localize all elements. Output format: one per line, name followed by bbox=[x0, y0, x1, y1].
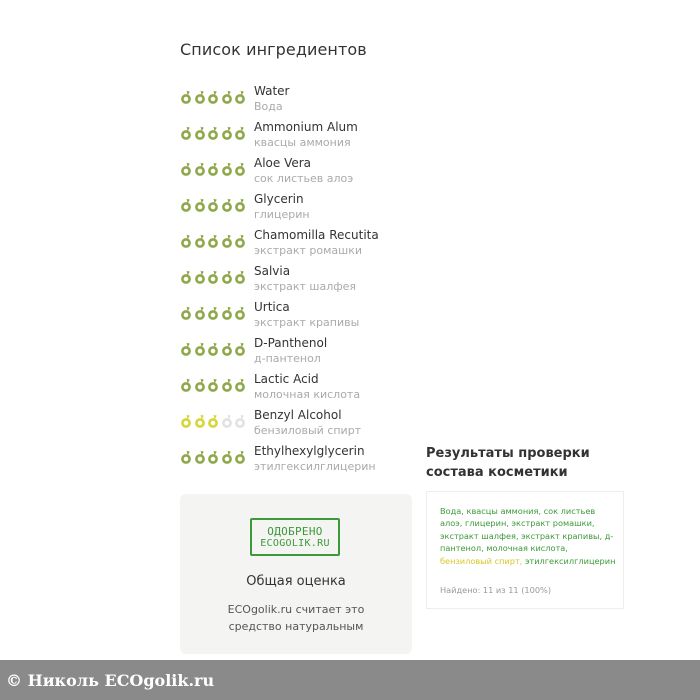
drop-icon bbox=[194, 378, 206, 392]
drop-icon bbox=[194, 414, 206, 428]
ingredient-row[interactable] bbox=[180, 120, 410, 156]
ingredient-translation: сок листьев алоэ bbox=[254, 172, 354, 185]
drop-icon bbox=[234, 450, 246, 464]
badge-line2: ECOGOLIK.RU bbox=[260, 538, 330, 549]
drop-icon bbox=[180, 378, 192, 392]
drop-icon bbox=[207, 90, 219, 104]
results-card bbox=[426, 491, 624, 609]
drop-icon bbox=[180, 414, 192, 428]
ingredient-name[interactable]: Chamomilla Recutita bbox=[254, 228, 379, 242]
drop-icon bbox=[180, 450, 192, 464]
drop-icon bbox=[180, 342, 192, 356]
ingredient-translation: глицерин bbox=[254, 208, 310, 221]
drop-icon bbox=[207, 126, 219, 140]
drop-icon bbox=[234, 306, 246, 320]
ingredient-name[interactable]: Salvia bbox=[254, 264, 291, 278]
drop-icon bbox=[207, 414, 219, 428]
ingredient-row[interactable] bbox=[180, 336, 410, 372]
drop-icon bbox=[194, 306, 206, 320]
ingredient-rating bbox=[180, 342, 246, 356]
drop-icon bbox=[221, 342, 233, 356]
drop-icon bbox=[221, 198, 233, 212]
drop-icon bbox=[180, 90, 192, 104]
drop-icon bbox=[221, 450, 233, 464]
drop-icon bbox=[234, 342, 246, 356]
drop-icon bbox=[180, 126, 192, 140]
drop-icon bbox=[194, 450, 206, 464]
drop-icon bbox=[221, 270, 233, 284]
ingredient-translation: Вода bbox=[254, 100, 283, 113]
results-ingredients-text bbox=[440, 505, 616, 567]
ingredient-translation: экстракт крапивы bbox=[254, 316, 360, 329]
ingredient-rating bbox=[180, 306, 246, 320]
drop-icon bbox=[221, 414, 233, 428]
ingredient-translation: экстракт ромашки bbox=[254, 244, 363, 257]
results-safe-part2: этилгексилглицерин bbox=[524, 555, 616, 566]
drop-icon bbox=[234, 198, 246, 212]
drop-icon bbox=[234, 126, 246, 140]
drop-icon bbox=[180, 270, 192, 284]
drop-icon bbox=[207, 270, 219, 284]
ingredient-list bbox=[180, 84, 410, 480]
drop-icon bbox=[194, 162, 206, 176]
ingredient-rating bbox=[180, 414, 246, 428]
drop-icon bbox=[234, 414, 246, 428]
drop-icon bbox=[194, 234, 206, 248]
ingredient-rating bbox=[180, 270, 246, 284]
ingredient-row[interactable] bbox=[180, 300, 410, 336]
drop-icon bbox=[194, 198, 206, 212]
ingredient-name[interactable]: Glycerin bbox=[254, 192, 304, 206]
overall-rating-card bbox=[180, 494, 412, 654]
drop-icon bbox=[207, 306, 219, 320]
ingredient-row[interactable] bbox=[180, 156, 410, 192]
ingredient-name[interactable]: Urtica bbox=[254, 300, 290, 314]
ingredient-name[interactable]: D-Panthenol bbox=[254, 336, 328, 350]
ingredient-name[interactable]: Water bbox=[254, 84, 290, 98]
results-safe-part1: Вода, квасцы аммония, сок листьев алоэ, глицерин, экстракт ромашки, экстракт шалфея, экстракт крапивы, д-пантенол, молочная кислота, bbox=[440, 506, 614, 554]
approved-badge bbox=[250, 518, 340, 556]
ingredient-rating bbox=[180, 198, 246, 212]
drop-icon bbox=[221, 126, 233, 140]
drop-icon bbox=[207, 342, 219, 356]
ingredient-translation: этилгексилглицерин bbox=[254, 460, 376, 473]
ingredient-row[interactable] bbox=[180, 228, 410, 264]
drop-icon bbox=[194, 126, 206, 140]
badge-line1: ОДОБРЕНО bbox=[267, 525, 323, 538]
watermark-bar bbox=[0, 660, 700, 700]
drop-icon bbox=[207, 450, 219, 464]
drop-icon bbox=[234, 270, 246, 284]
drop-icon bbox=[221, 162, 233, 176]
ingredient-row[interactable] bbox=[180, 372, 410, 408]
ingredient-rating bbox=[180, 90, 246, 104]
drop-icon bbox=[194, 342, 206, 356]
drop-icon bbox=[207, 162, 219, 176]
drop-icon bbox=[221, 234, 233, 248]
ingredient-translation: д-пантенол bbox=[254, 352, 321, 365]
ingredient-translation: бензиловый спирт bbox=[254, 424, 362, 437]
overall-rating-title: Общая оценка bbox=[246, 574, 346, 589]
drop-icon bbox=[180, 234, 192, 248]
drop-icon bbox=[180, 306, 192, 320]
ingredient-name[interactable]: Benzyl Alcohol bbox=[254, 408, 342, 422]
results-title: Результаты проверки состава косметики bbox=[426, 446, 590, 480]
ingredient-translation: экстракт шалфея bbox=[254, 280, 357, 293]
drop-icon bbox=[207, 378, 219, 392]
ingredient-name[interactable]: Ammonium Alum bbox=[254, 120, 358, 134]
ingredient-rating bbox=[180, 234, 246, 248]
drop-icon bbox=[234, 234, 246, 248]
drop-icon bbox=[180, 162, 192, 176]
ingredient-translation: квасцы аммония bbox=[254, 136, 351, 149]
ingredient-rating bbox=[180, 450, 246, 464]
drop-icon bbox=[180, 198, 192, 212]
ingredient-row[interactable] bbox=[180, 192, 410, 228]
overall-rating-text: ECOgolik.ru считает это средство натуральным bbox=[227, 603, 365, 633]
drop-icon bbox=[194, 90, 206, 104]
drop-icon bbox=[234, 90, 246, 104]
ingredient-row[interactable] bbox=[180, 264, 410, 300]
drop-icon bbox=[234, 162, 246, 176]
watermark-text: © Николь ECOgolik.ru bbox=[6, 671, 215, 690]
ingredient-rating bbox=[180, 126, 246, 140]
page-title: Список ингредиентов bbox=[180, 40, 367, 59]
drop-icon bbox=[221, 378, 233, 392]
drop-icon bbox=[234, 378, 246, 392]
ingredient-row[interactable] bbox=[180, 84, 410, 120]
ingredient-rating bbox=[180, 162, 246, 176]
results-found-count: Найдено: 11 из 11 (100%) bbox=[440, 585, 552, 595]
drop-icon bbox=[207, 234, 219, 248]
ingredient-name[interactable]: Aloe Vera bbox=[254, 156, 312, 170]
results-warn-part: бензиловый спирт, bbox=[440, 555, 523, 566]
ingredient-row[interactable] bbox=[180, 408, 410, 444]
ingredient-name[interactable]: Ethylhexylglycerin bbox=[254, 444, 365, 458]
drop-icon bbox=[221, 306, 233, 320]
ingredient-row[interactable] bbox=[180, 444, 410, 480]
ingredient-rating bbox=[180, 378, 246, 392]
ingredient-name[interactable]: Lactic Acid bbox=[254, 372, 319, 386]
drop-icon bbox=[207, 198, 219, 212]
ingredient-translation: молочная кислота bbox=[254, 388, 361, 401]
drop-icon bbox=[194, 270, 206, 284]
drop-icon bbox=[221, 90, 233, 104]
